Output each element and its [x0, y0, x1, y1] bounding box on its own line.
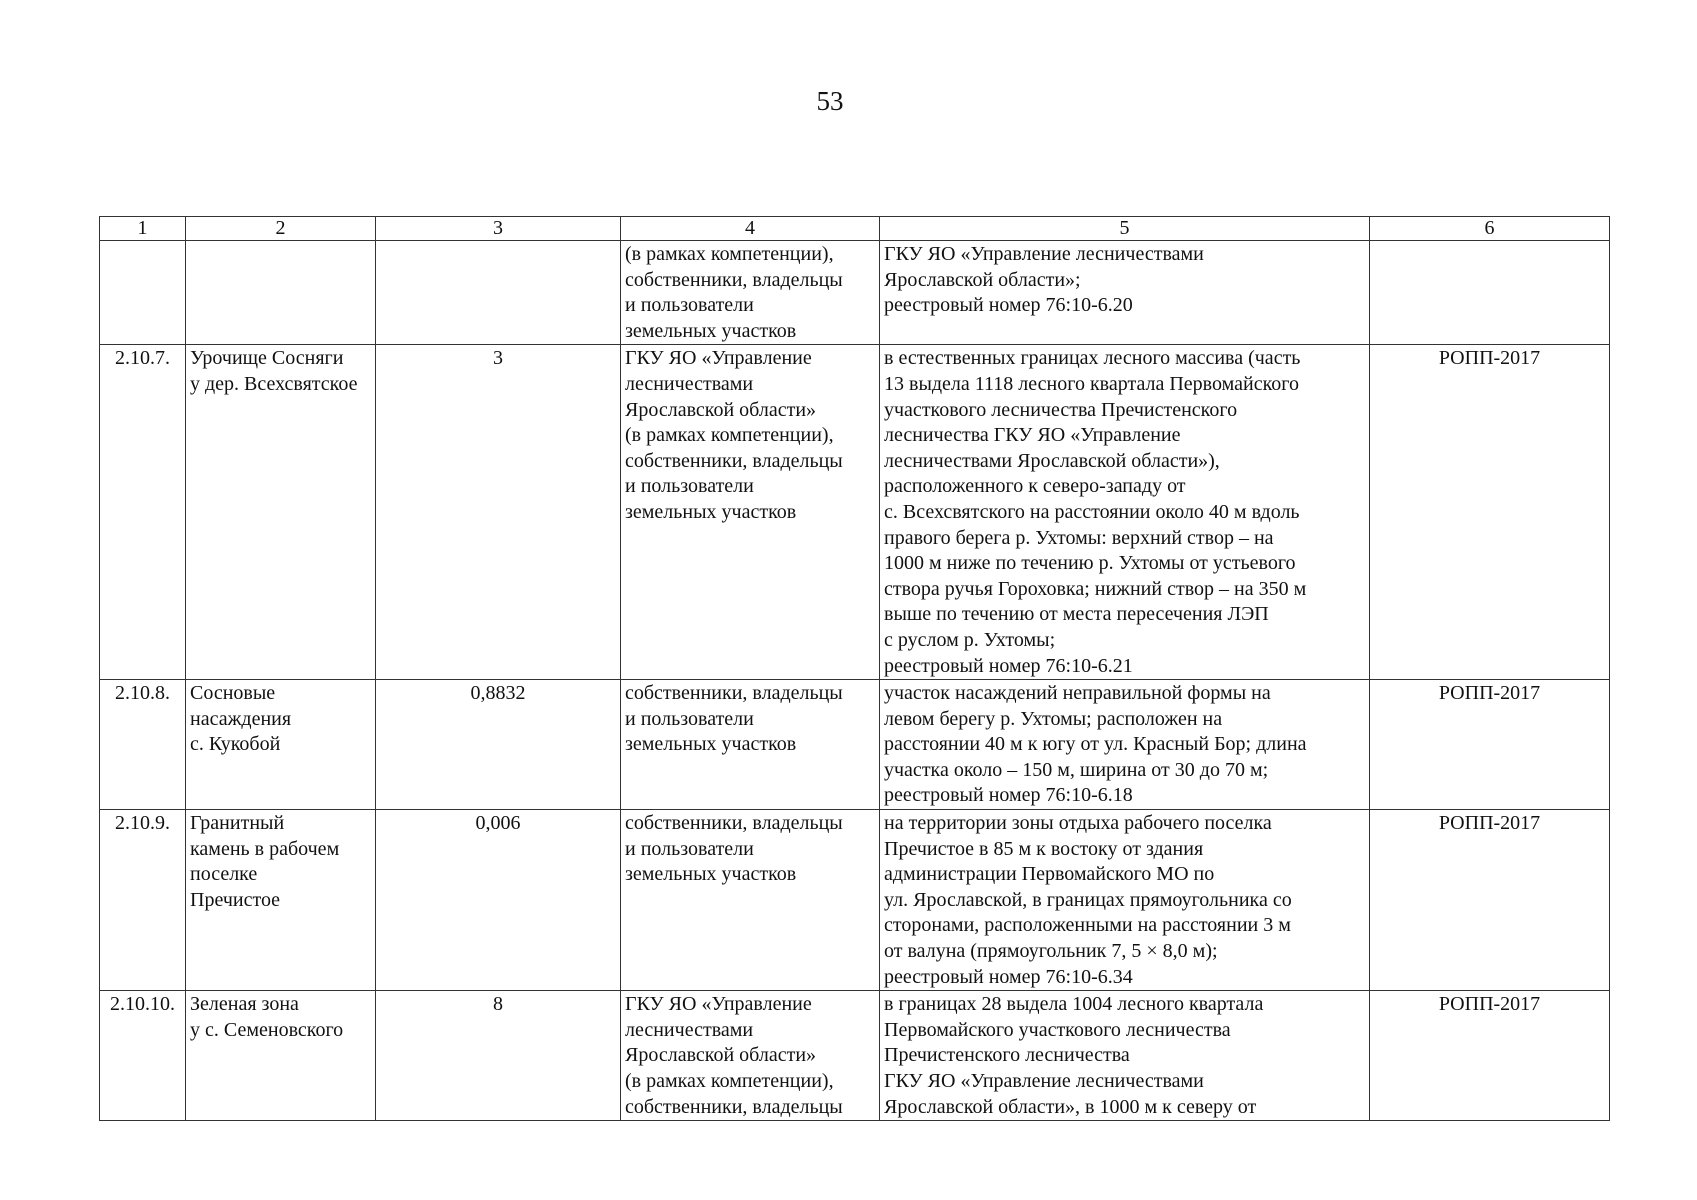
object-name: Урочище Сосняги у дер. Всехсвятское: [186, 345, 376, 680]
area-value: 0,8832: [376, 680, 621, 810]
page-number: 53: [816, 86, 844, 116]
responsible-parties: собственники, владельцы и пользователи земельных участков: [621, 810, 880, 991]
protected-areas-table: [99, 216, 1610, 1121]
row-number: 2.10.10.: [100, 991, 186, 1121]
table-row: [100, 810, 1610, 991]
column-number: 4: [621, 217, 880, 241]
table-row: [100, 241, 1610, 345]
area-value: [376, 241, 621, 345]
column-number: 1: [100, 217, 186, 241]
area-value: 8: [376, 991, 621, 1121]
object-name: Сосновые насаждения с. Кукобой: [186, 680, 376, 810]
source-document: РОПП-2017: [1370, 680, 1610, 810]
column-number: 2: [186, 217, 376, 241]
location-description: ГКУ ЯО «Управление лесничествами Ярославской области»; реестровый номер 76:10-6.20: [880, 241, 1370, 345]
responsible-parties: (в рамках компетенции), собственники, владельцы и пользователи земельных участков: [621, 241, 880, 345]
location-description: в естественных границах лесного массива (часть 13 выдела 1118 лесного квартала Первомайского участкового лесничества Пречистенского лесничества ГКУ ЯО «Управление лесничествами Ярославской области»), расположенного к северо-западу от с. Всехсвятского на расстоянии около 40 м вдоль правого берега р. Ухтомы: верхний створ – на 1000 м ниже по течению р. Ухтомы от устьевого створа ручья Гороховка; нижний створ – на 350 м выше по течению от места пересечения ЛЭП с руслом р. Ухтомы; реестровый номер 76:10-6.21: [880, 345, 1370, 680]
row-number: 2.10.9.: [100, 810, 186, 991]
row-number: [100, 241, 186, 345]
location-description: участок насаждений неправильной формы на левом берегу р. Ухтомы; расположен на расстоянии 40 м к югу от ул. Красный Бор; длина участка около – 150 м, ширина от 30 до 70 м; реестровый номер 76:10-6.18: [880, 680, 1370, 810]
column-number: 6: [1370, 217, 1610, 241]
source-document: [1370, 241, 1610, 345]
table-row: [100, 991, 1610, 1121]
table-row: [100, 345, 1610, 680]
area-value: 3: [376, 345, 621, 680]
column-number: 3: [376, 217, 621, 241]
responsible-parties: собственники, владельцы и пользователи земельных участков: [621, 680, 880, 810]
object-name: Гранитный камень в рабочем поселке Пречистое: [186, 810, 376, 991]
source-document: РОПП-2017: [1370, 810, 1610, 991]
object-name: Зеленая зона у с. Семеновского: [186, 991, 376, 1121]
row-number: 2.10.8.: [100, 680, 186, 810]
source-document: РОПП-2017: [1370, 991, 1610, 1121]
table-row: [100, 680, 1610, 810]
responsible-parties: ГКУ ЯО «Управление лесничествами Ярославской области» (в рамках компетенции), собственники, владельцы и пользователи земельных участков: [621, 345, 880, 680]
source-document: РОПП-2017: [1370, 345, 1610, 680]
object-name: [186, 241, 376, 345]
location-description: в границах 28 выдела 1004 лесного квартала Первомайского участкового лесничества Пречистенского лесничества ГКУ ЯО «Управление лесничествами Ярославской области», в 1000 м к северу от: [880, 991, 1370, 1121]
area-value: 0,006: [376, 810, 621, 991]
column-number-row: [100, 217, 1610, 241]
responsible-parties: ГКУ ЯО «Управление лесничествами Ярославской области» (в рамках компетенции), собственники, владельцы: [621, 991, 880, 1121]
column-number: 5: [880, 217, 1370, 241]
location-description: на территории зоны отдыха рабочего поселка Пречистое в 85 м к востоку от здания администрации Первомайского МО по ул. Ярославской, в границах прямоугольника со сторонами, расположенными на расстоянии 3 м от валуна (прямоугольник 7, 5 × 8,0 м); реестровый номер 76:10-6.34: [880, 810, 1370, 991]
row-number: 2.10.7.: [100, 345, 186, 680]
